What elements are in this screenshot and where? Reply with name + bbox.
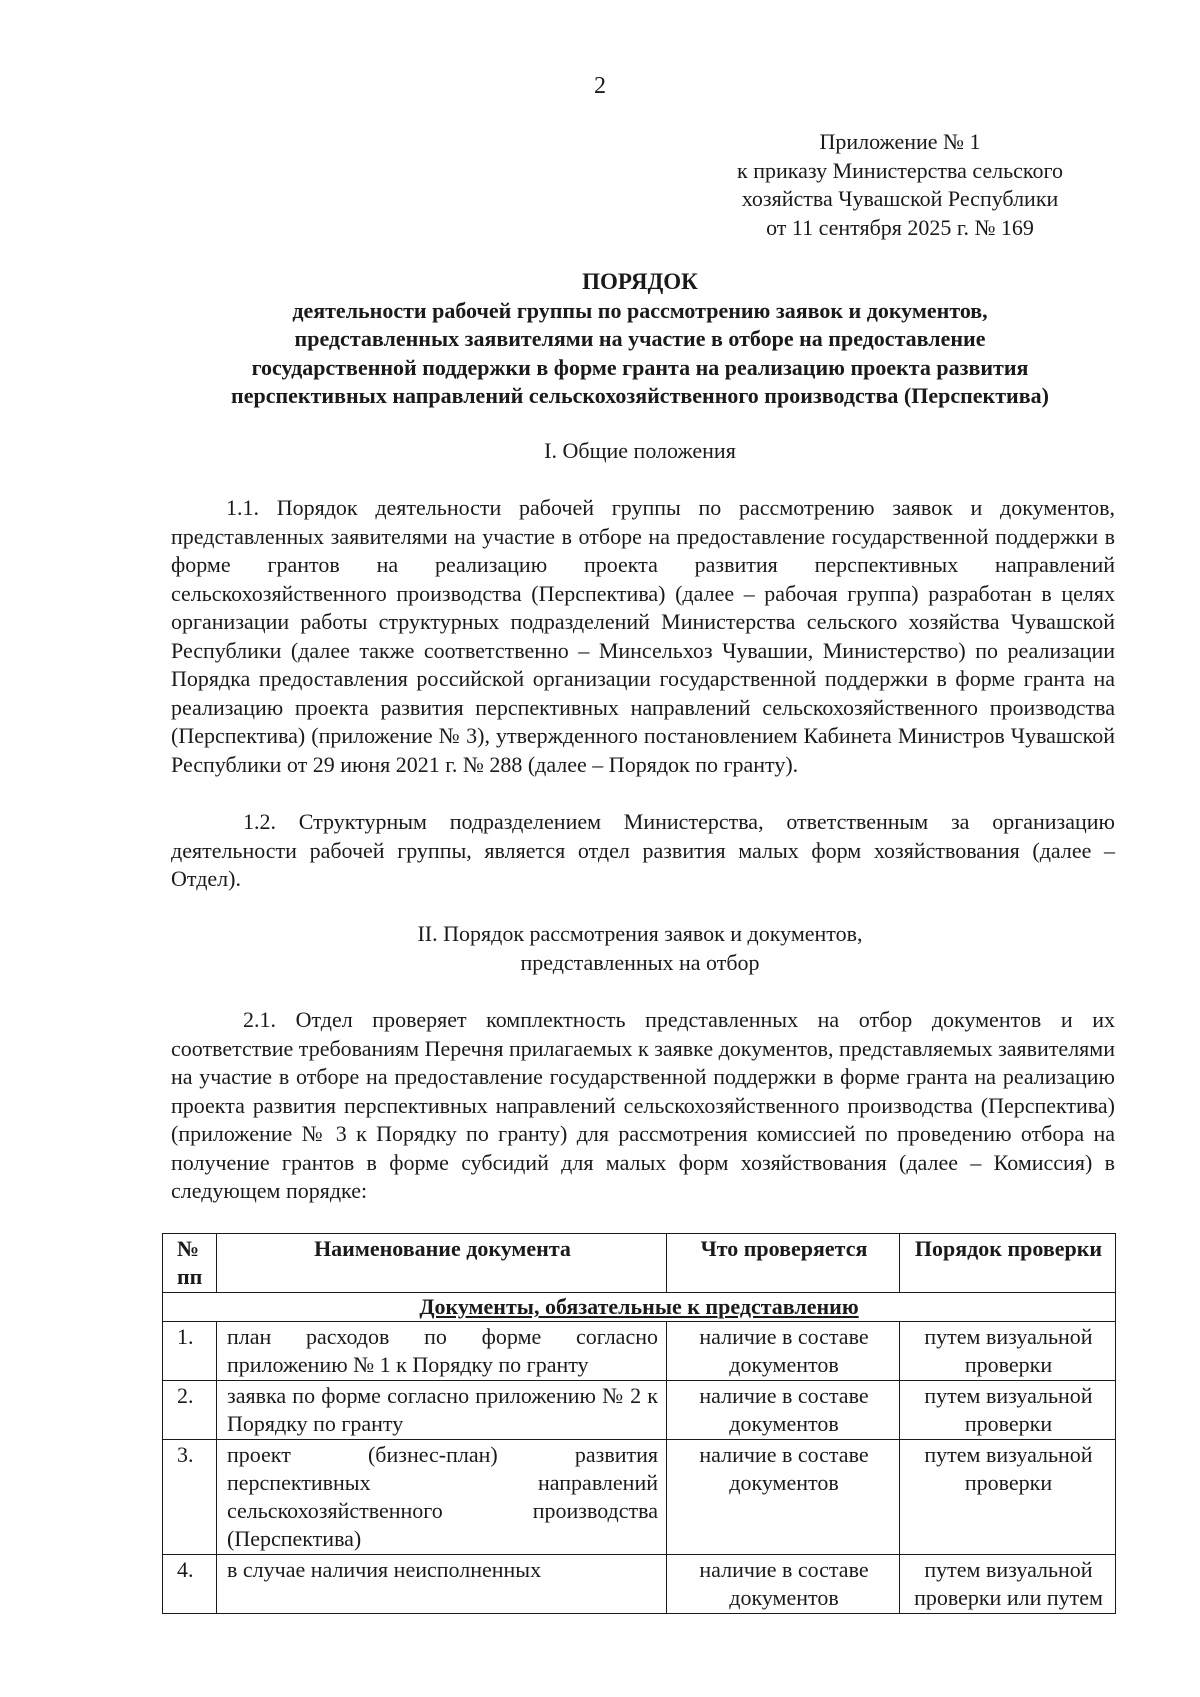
table-header-row <box>163 1234 1116 1293</box>
row-check-method: путем визуальной проверки или путем <box>900 1555 1116 1614</box>
row-num: 1. <box>163 1322 217 1381</box>
title-line: перспективных направлений сельскохозяйственного производства (Перспектива) <box>231 383 1049 408</box>
row-document-name: заявка по форме согласно приложению № 2 к Порядку по гранту <box>217 1381 667 1440</box>
documents-check-table <box>162 1233 1116 1614</box>
row-what-checked: наличие в составе документов <box>667 1555 900 1614</box>
row-what-checked: наличие в составе документов <box>667 1381 900 1440</box>
row-check-method: путем визуальной проверки <box>900 1381 1116 1440</box>
row-num: 2. <box>163 1381 217 1440</box>
row-document-name: проект (бизнес-план) развития перспективных направлений сельскохозяйственного производства (Перспектива) <box>217 1440 667 1555</box>
annex-block <box>690 128 1110 242</box>
paragraph-text: 1.2. Структурным подразделением Министерства, ответственным за организацию деятельности рабочей группы, является отдел развития малых форм хозяйствования (далее – Отдел). <box>171 809 1115 891</box>
paragraph-text: 2.1. Отдел проверяет комплектность представленных на отбор документов и их соответствие требованиям Перечня прилагаемых к заявке документов, представляемых заявителями на участие в отборе на предоставление государственной поддержки в форме гранта на реализацию проекта развития перспективных направлений сельскохозяйственного производства (Перспектива) (приложение № 3 к Порядку по гранту) для рассмотрения комиссией по проведению отбора на получение грантов в форме субсидий для малых форм хозяйствования (далее – Комиссия) в следующем порядке: <box>171 1007 1115 1203</box>
paragraph-1-1 <box>171 494 1115 779</box>
row-what-checked: наличие в составе документов <box>667 1322 900 1381</box>
paragraph-2-1 <box>171 1006 1115 1206</box>
annex-line: Приложение № 1 <box>819 129 981 154</box>
table-row <box>163 1555 1116 1614</box>
annex-line: от 11 сентября 2025 г. № 169 <box>766 214 1034 240</box>
title-line: деятельности рабочей группы по рассмотрению заявок и документов, <box>292 297 988 323</box>
page-number: 2 <box>594 73 606 99</box>
section-2-heading-line: представленных на отбор <box>520 949 760 975</box>
group-title: Документы, обязательные к представлению <box>163 1293 1116 1322</box>
row-check-method: путем визуальной проверки <box>900 1440 1116 1555</box>
paragraph-1-2 <box>171 808 1115 894</box>
table-group-row <box>163 1293 1116 1322</box>
title-subtitle <box>170 297 1110 411</box>
title-main: ПОРЯДОК <box>582 269 698 294</box>
annex-line: хозяйства Чувашской Республики <box>741 186 1059 211</box>
title-line: представленных заявителями на участие в отборе на предоставление <box>294 326 986 351</box>
row-what-checked: наличие в составе документов <box>667 1440 900 1555</box>
section-2-heading <box>170 920 1110 977</box>
row-document-name: план расходов по форме согласно приложению № 1 к Порядку по гранту <box>217 1322 667 1381</box>
header-name: Наименование документа <box>217 1234 667 1293</box>
paragraph-text: 1.1. Порядок деятельности рабочей группы по рассмотрению заявок и документов, представленных заявителями на участие в отборе на предоставление государственной поддержки в форме грантов на реализацию проекта развития перспективных направлений сельскохозяйственного производства (Перспектива) (далее – рабочая группа) разработан в целях организации работы структурных подразделений Министерства сельского хозяйства Чувашской Республики (далее также соответственно – Минсельхоз Чувашии, Министерство) по реализации Порядка предоставления российской организации государственной поддержки в форме гранта на реализацию проекта развития перспективных направлений сельскохозяйственного производства (Перспектива) (приложение № 3), утвержденного постановлением Кабинета Министров Чувашской Республики от 29 июня 2021 г. № 288 (далее – Порядок по гранту). <box>171 495 1115 777</box>
table-row <box>163 1381 1116 1440</box>
section-2-heading-line: II. Порядок рассмотрения заявок и документов, <box>417 921 863 946</box>
table-row <box>163 1440 1116 1555</box>
annex-line: к приказу Министерства сельского <box>737 157 1063 183</box>
table-row <box>163 1322 1116 1381</box>
row-document-name: в случае наличия неисполненных <box>217 1555 667 1614</box>
header-how: Порядок проверки <box>900 1234 1116 1293</box>
title-line: государственной поддержки в форме гранта на реализацию проекта развития <box>251 354 1029 380</box>
header-num: № пп <box>163 1234 217 1293</box>
header-what: Что проверяется <box>667 1234 900 1293</box>
row-num: 4. <box>163 1555 217 1614</box>
document-title <box>170 268 1110 411</box>
row-num: 3. <box>163 1440 217 1555</box>
row-check-method: путем визуальной проверки <box>900 1322 1116 1381</box>
section-1-heading: I. Общие положения <box>544 438 736 463</box>
